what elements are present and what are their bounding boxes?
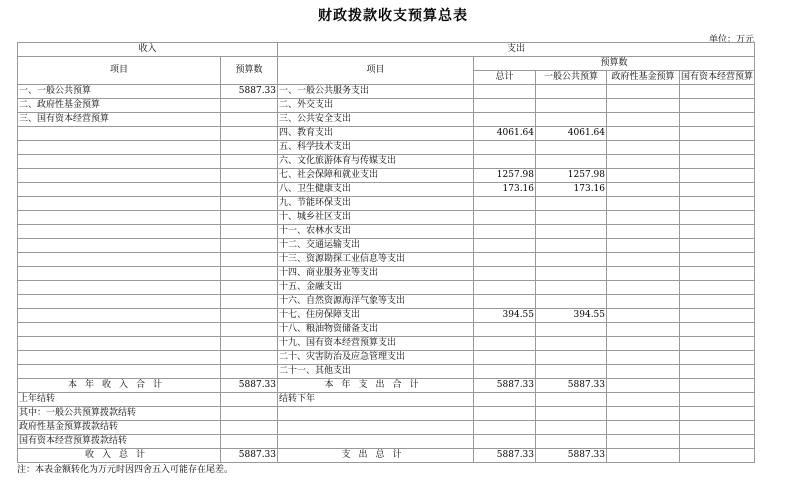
year-expense-general: 5887.33: [536, 379, 607, 393]
expense-state: [680, 309, 755, 323]
expense-item: 九、节能环保支出: [278, 197, 474, 211]
expense-total: 394.55: [474, 309, 536, 323]
expense-general: 173.16: [536, 183, 607, 197]
income-amount: [221, 225, 278, 239]
expense-fund: [607, 169, 680, 183]
expense-fund: [607, 337, 680, 351]
expense-fund: [607, 295, 680, 309]
carry-fund-amt: [607, 407, 680, 421]
expense-fund: [607, 239, 680, 253]
expense-total: 1257.98: [474, 169, 536, 183]
carry-state: 国有资本经营预算拨款结转: [18, 435, 221, 449]
expense-item: 十六、自然资源海洋气象等支出: [278, 295, 474, 309]
expense-total: [474, 197, 536, 211]
income-item: [18, 365, 221, 379]
grand-expense-fund: [607, 449, 680, 463]
expense-total: [474, 211, 536, 225]
carry-fund: 政府性基金预算拨款结转: [18, 421, 221, 435]
expense-state: [680, 197, 755, 211]
expense-fund: [607, 99, 680, 113]
expense-general: [536, 337, 607, 351]
table-row: [18, 253, 755, 267]
carry-total: [474, 393, 536, 407]
expense-item: 十五、金融支出: [278, 281, 474, 295]
expense-state: [680, 127, 755, 141]
unit-label: 单位：万元: [708, 35, 754, 45]
expense-item: 十一、农林水支出: [278, 225, 474, 239]
expense-general: [536, 85, 607, 99]
income-item: 一、一般公共预算: [18, 85, 221, 99]
prev-year-carry: 上年结转: [18, 393, 221, 407]
carry-total: [474, 435, 536, 449]
carry-general-amt: [536, 407, 607, 421]
expense-general: [536, 197, 607, 211]
income-item: [18, 253, 221, 267]
income-item: [18, 127, 221, 141]
income-item: 二、政府性基金预算: [18, 99, 221, 113]
expense-general: [536, 99, 607, 113]
expense-state: [680, 253, 755, 267]
carry-state-amt: [680, 393, 755, 407]
income-amount: [221, 337, 278, 351]
carry-total: [474, 407, 536, 421]
grand-expense-general: 5887.33: [536, 449, 607, 463]
expense-fund: [607, 253, 680, 267]
expense-general: [536, 253, 607, 267]
year-income-total-label: 本年收入合计: [18, 379, 221, 393]
header-row-1: [18, 43, 755, 57]
income-amount: [221, 253, 278, 267]
carry-amount: [221, 393, 278, 407]
table-row: [18, 337, 755, 351]
expense-general: [536, 351, 607, 365]
income-item-header: 项目: [18, 57, 221, 85]
expense-fund: [607, 267, 680, 281]
table-row: [18, 309, 755, 323]
year-expense-total: 5887.33: [474, 379, 536, 393]
expense-total: [474, 351, 536, 365]
expense-item: 六、文化旅游体育与传媒支出: [278, 155, 474, 169]
carry-state-amt: [680, 421, 755, 435]
expense-state: [680, 365, 755, 379]
income-amount: [221, 239, 278, 253]
table-row: [18, 351, 755, 365]
expense-item: 八、卫生健康支出: [278, 183, 474, 197]
expense-total: [474, 295, 536, 309]
expense-fund: [607, 351, 680, 365]
table-row: [18, 281, 755, 295]
expense-item: 四、教育支出: [278, 127, 474, 141]
income-amount: [221, 309, 278, 323]
expense-state: [680, 323, 755, 337]
income-amount: [221, 351, 278, 365]
expense-total: [474, 155, 536, 169]
income-amount: 5887.33: [221, 85, 278, 99]
carry-amount: [221, 435, 278, 449]
expense-item: 三、公共安全支出: [278, 113, 474, 127]
income-amount: [221, 281, 278, 295]
income-item: [18, 309, 221, 323]
year-expense-state: [680, 379, 755, 393]
table-row: [18, 155, 755, 169]
expense-state: [680, 337, 755, 351]
year-expense-total-label: 本年支出合计: [278, 379, 474, 393]
income-item: [18, 337, 221, 351]
expense-state: [680, 113, 755, 127]
expense-item: 十四、商业服务业等支出: [278, 267, 474, 281]
expense-state: [680, 295, 755, 309]
expense-fund: [607, 113, 680, 127]
grand-expense-state: [680, 449, 755, 463]
expense-general: [536, 239, 607, 253]
carry-general-amt: [536, 421, 607, 435]
income-amount: [221, 141, 278, 155]
expense-total: [474, 99, 536, 113]
table-row: [18, 323, 755, 337]
carry-amount: [221, 407, 278, 421]
total-header: 总计: [474, 71, 536, 85]
expense-total: [474, 267, 536, 281]
table-row: [18, 365, 755, 379]
carry-row: [18, 421, 755, 435]
income-item: [18, 351, 221, 365]
budget-summary-table: [17, 42, 755, 463]
income-item: [18, 169, 221, 183]
income-item: [18, 295, 221, 309]
carry-row: [18, 407, 755, 421]
grand-expense-total: 5887.33: [474, 449, 536, 463]
income-item: [18, 211, 221, 225]
expense-state: [680, 211, 755, 225]
year-expense-fund: [607, 379, 680, 393]
expense-total: [474, 85, 536, 99]
carry-fund-amt: [607, 421, 680, 435]
expense-total: [474, 141, 536, 155]
expense-total: [474, 253, 536, 267]
next-year-carry: 结转下年: [278, 393, 474, 407]
page-title: 财政拨款收支预算总表: [318, 8, 468, 24]
income-item: [18, 281, 221, 295]
expense-item: 二十、灾害防治及应急管理支出: [278, 351, 474, 365]
expense-fund: [607, 155, 680, 169]
table-row: [18, 127, 755, 141]
expense-fund: [607, 309, 680, 323]
income-item: [18, 197, 221, 211]
expense-fund: [607, 85, 680, 99]
income-amount: [221, 197, 278, 211]
expense-general: [536, 323, 607, 337]
expense-general: 394.55: [536, 309, 607, 323]
state-header: 国有资本经营预算: [680, 71, 755, 85]
income-amount: [221, 155, 278, 169]
footnote: 注：本表金额转化为万元时因四舍五入可能存在尾差。: [17, 465, 234, 475]
income-item: [18, 239, 221, 253]
table-row: [18, 211, 755, 225]
expense-fund: [607, 365, 680, 379]
expense-fund: [607, 281, 680, 295]
income-item: 三、国有资本经营预算: [18, 113, 221, 127]
grand-income-total-label: 收入总计: [18, 449, 221, 463]
table-row: [18, 113, 755, 127]
expense-fund: [607, 141, 680, 155]
expense-item: 二、外交支出: [278, 99, 474, 113]
carry-row: [18, 435, 755, 449]
year-total-row: [18, 379, 755, 393]
table-row: [18, 239, 755, 253]
income-amount: [221, 99, 278, 113]
expense-total: 173.16: [474, 183, 536, 197]
table-row: [18, 197, 755, 211]
carry-fund-amt: [607, 393, 680, 407]
carry-total: [474, 421, 536, 435]
expense-fund: [607, 127, 680, 141]
expense-state: [680, 155, 755, 169]
income-amount: [221, 211, 278, 225]
expense-general: [536, 295, 607, 309]
expense-total: [474, 113, 536, 127]
expense-state: [680, 281, 755, 295]
expense-item: 十、城乡社区支出: [278, 211, 474, 225]
expense-item: 十七、住房保障支出: [278, 309, 474, 323]
income-amount: [221, 267, 278, 281]
expense-fund: [607, 197, 680, 211]
expense-general: [536, 141, 607, 155]
income-amount: [221, 365, 278, 379]
header-row-2: [18, 57, 755, 71]
table-row: [18, 169, 755, 183]
expense-general: [536, 225, 607, 239]
expense-state: [680, 225, 755, 239]
expense-total: [474, 323, 536, 337]
grand-income-total: 5887.33: [221, 449, 278, 463]
expense-state: [680, 267, 755, 281]
table-row: [18, 85, 755, 99]
income-item: [18, 183, 221, 197]
expense-fund: [607, 211, 680, 225]
carry-fund-amt: [607, 435, 680, 449]
expense-state: [680, 183, 755, 197]
income-amount-header: 预算数: [221, 57, 278, 85]
table-row: [18, 141, 755, 155]
expense-fund: [607, 225, 680, 239]
general-header: 一般公共预算: [536, 71, 607, 85]
expense-item: 七、社会保障和就业支出: [278, 169, 474, 183]
carry-state-amt: [680, 435, 755, 449]
income-amount: [221, 183, 278, 197]
carry-expense-blank: [278, 435, 474, 449]
expense-item: 一、一般公共服务支出: [278, 85, 474, 99]
expense-total: [474, 281, 536, 295]
table-row: [18, 225, 755, 239]
income-amount: [221, 295, 278, 309]
income-amount: [221, 169, 278, 183]
expense-state: [680, 169, 755, 183]
expense-state: [680, 141, 755, 155]
expense-general: 1257.98: [536, 169, 607, 183]
expense-item: 十二、交通运输支出: [278, 239, 474, 253]
expense-item-header: 项目: [278, 57, 474, 85]
income-item: [18, 267, 221, 281]
income-amount: [221, 113, 278, 127]
expense-item: 十九、国有资本经营预算支出: [278, 337, 474, 351]
grand-total-row: [18, 449, 755, 463]
expense-state: [680, 239, 755, 253]
carry-expense-blank: [278, 407, 474, 421]
year-income-total: 5887.33: [221, 379, 278, 393]
carry-general-amt: [536, 435, 607, 449]
expense-total: 4061.64: [474, 127, 536, 141]
carry-state-amt: [680, 407, 755, 421]
expense-item: 十八、粮油物资储备支出: [278, 323, 474, 337]
expense-fund: [607, 183, 680, 197]
income-item: [18, 323, 221, 337]
carry-general-amt: [536, 393, 607, 407]
table-row: [18, 183, 755, 197]
table-row: [18, 295, 755, 309]
expense-general: [536, 155, 607, 169]
carry-general: 其中：一般公共预算拨款结转: [18, 407, 221, 421]
expense-general: [536, 113, 607, 127]
grand-expense-total-label: 支出总计: [278, 449, 474, 463]
carry-amount: [221, 421, 278, 435]
table-row: [18, 267, 755, 281]
income-amount: [221, 323, 278, 337]
expense-header: 支出: [278, 43, 755, 57]
income-amount: [221, 127, 278, 141]
expense-general: [536, 281, 607, 295]
income-item: [18, 225, 221, 239]
expense-item: 五、科学技术支出: [278, 141, 474, 155]
carry-expense-blank: [278, 421, 474, 435]
expense-general: [536, 211, 607, 225]
expense-total: [474, 239, 536, 253]
expense-item: 二十一、其他支出: [278, 365, 474, 379]
expense-general: [536, 267, 607, 281]
expense-general: [536, 365, 607, 379]
expense-fund: [607, 323, 680, 337]
expense-item: 十三、资源勘探工业信息等支出: [278, 253, 474, 267]
expense-total: [474, 225, 536, 239]
expense-state: [680, 99, 755, 113]
expense-total: [474, 337, 536, 351]
expense-state: [680, 351, 755, 365]
income-item: [18, 141, 221, 155]
fund-header: 政府性基金预算: [607, 71, 680, 85]
expense-general: 4061.64: [536, 127, 607, 141]
carry-row: [18, 393, 755, 407]
income-item: [18, 155, 221, 169]
expense-state: [680, 85, 755, 99]
table-row: [18, 99, 755, 113]
expense-total: [474, 365, 536, 379]
income-header: 收入: [18, 43, 278, 57]
budget-group-header: 预算数: [474, 57, 755, 71]
